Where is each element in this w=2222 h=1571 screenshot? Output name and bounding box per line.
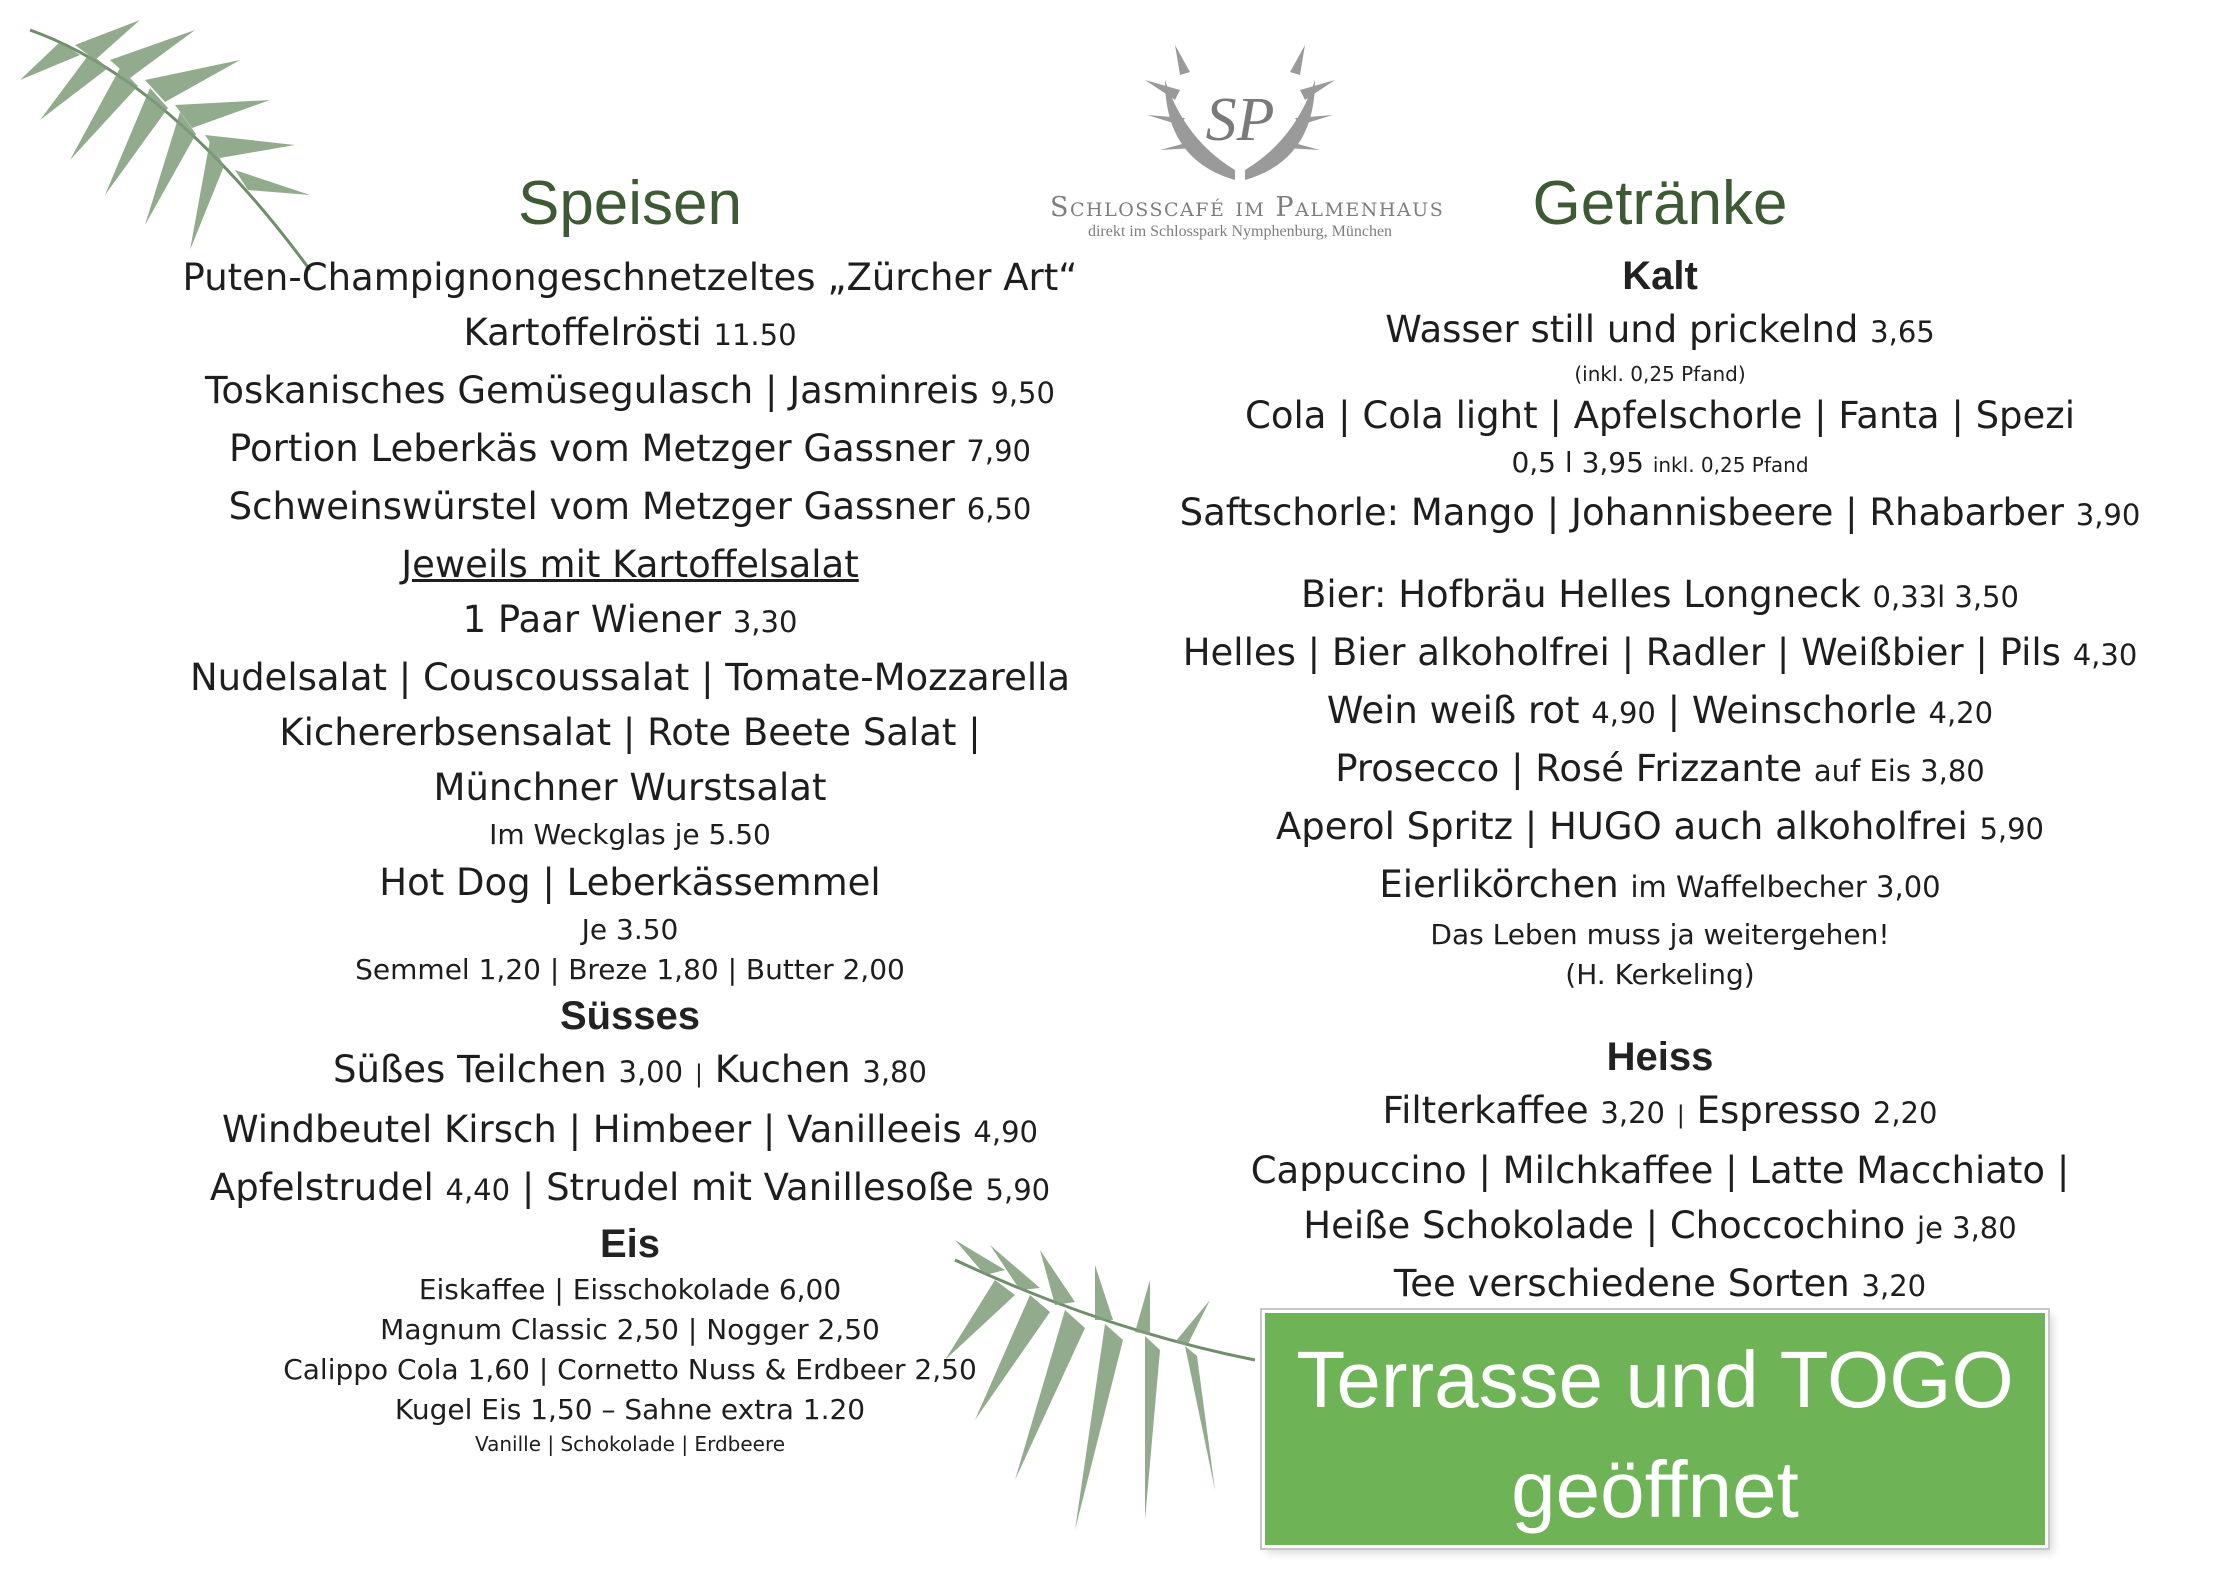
weckglas-note: Im Weckglas je 5.50 [489, 818, 771, 851]
eis-item: Eiskaffee | Eisschokolade 6,00 [418, 1273, 842, 1306]
eis-item: Magnum Classic 2,50 | Nogger 2,50 [380, 1313, 880, 1346]
logo-monogram: SP [1205, 86, 1275, 154]
drink-item: Cola | Cola light | Apfelschorle | Fanta | Spezi [1244, 394, 2076, 437]
banner-line-2: geöffnet [1511, 1445, 1799, 1534]
menu-item: Portion Leberkäs vom Metzger Gassner 7,90 [229, 427, 1031, 470]
menu-item: Windbeutel Kirsch | Himbeer | Vanilleeis 4,90 [221, 1108, 1038, 1151]
menu-item: Münchner Wurstsalat [433, 766, 827, 809]
drink-item: Filterkaffee 3,20 | Espresso 2,20 [1382, 1089, 1938, 1132]
menu-item: Kichererbsensalat | Rote Beete Salat | [279, 711, 981, 754]
drink-item: Aperol Spritz | HUGO auch alkoholfrei 5,90 [1275, 805, 2045, 848]
logo-tagline: direkt im Schlosspark Nymphenburg, München [1087, 223, 1393, 240]
drink-price: 0,5 l 3,95 inkl. 0,25 Pfand [1511, 446, 1809, 479]
getraenke-section [1150, 160, 2170, 1314]
drink-item: Bier: Hofbräu Helles Longneck 0,33l 3,50 [1301, 573, 2019, 616]
menu-item: Hot Dog | Leberkässemmel [379, 861, 881, 904]
quote: Das Leben muss ja weitergehen! [1430, 918, 1890, 951]
drink-item: Helles | Bier alkoholfrei | Radler | Weißbier | Pils 4,30 [1182, 631, 2138, 674]
logo-name: Schlosscafé im Palmenhaus [1050, 192, 1445, 223]
speisen-heading: Speisen [517, 169, 743, 238]
drink-item: Tee verschiedene Sorten 3,20 [1393, 1262, 1927, 1305]
drink-item: Wein weiß rot 4,90 | Weinschorle 4,20 [1326, 689, 1994, 732]
menu-item: Toskanisches Gemüsegulasch | Jasminreis 9,50 [205, 369, 1055, 412]
menu-item: 1 Paar Wiener 3,30 [462, 598, 798, 641]
eis-flavors: Vanille | Schokolade | Erdbeere [474, 1432, 786, 1456]
menu-item: Apfelstrudel 4,40 | Strudel mit Vanillesoße 5,90 [209, 1166, 1051, 1209]
drink-item: Cappuccino | Milchkaffee | Latte Macchiato | [1250, 1149, 2070, 1192]
suesses-heading: Süsses [559, 994, 701, 1038]
extras-line: Semmel 1,20 | Breze 1,80 | Butter 2,00 [355, 953, 905, 986]
pfand-note: (inkl. 0,25 Pfand) [1574, 362, 1746, 386]
kalt-heading: Kalt [1622, 254, 1698, 298]
menu-item: Schweinswürstel vom Metzger Gassner 6,50 [228, 485, 1032, 528]
hotdog-note: Je 3.50 [581, 913, 679, 946]
eis-item: Kugel Eis 1,50 – Sahne extra 1.20 [394, 1393, 866, 1426]
getraenke-heading: Getränke [1532, 169, 1788, 238]
banner-line-1: Terrasse und TOGO [1296, 1335, 2014, 1424]
menu-item: Kartoffelrösti 11.50 [463, 311, 797, 354]
eis-heading: Eis [599, 1222, 661, 1266]
eis-item: Calippo Cola 1,60 | Cornetto Nuss & Erdbeer 2,50 [283, 1353, 977, 1386]
drink-item: Heiße Schokolade | Choccochino je 3,80 [1303, 1204, 2017, 1247]
terrasse-togo-banner [1262, 1310, 2048, 1548]
drink-item: Eierlikörchen im Waffelbecher 3,00 [1379, 863, 1941, 906]
menu-item: Puten-Champignongeschnetzeltes „Zürcher Art“ [182, 256, 1078, 299]
drink-item: Wasser still und prickelnd 3,65 [1385, 308, 1935, 351]
quote-author: (H. Kerkeling) [1565, 958, 1755, 991]
heiss-heading: Heiss [1606, 1035, 1714, 1079]
drink-item: Prosecco | Rosé Frizzante auf Eis 3,80 [1335, 747, 1985, 790]
menu-item: Süßes Teilchen 3,00 | Kuchen 3,80 [333, 1048, 927, 1091]
drink-item: Saftschorle: Mango | Johannisbeere | Rhabarber 3,90 [1179, 491, 2141, 534]
menu-item: Nudelsalat | Couscoussalat | Tomate-Mozzarella [189, 656, 1071, 699]
speisen-section [130, 160, 1130, 1458]
menu-item: Jeweils mit Kartoffelsalat [401, 543, 859, 586]
